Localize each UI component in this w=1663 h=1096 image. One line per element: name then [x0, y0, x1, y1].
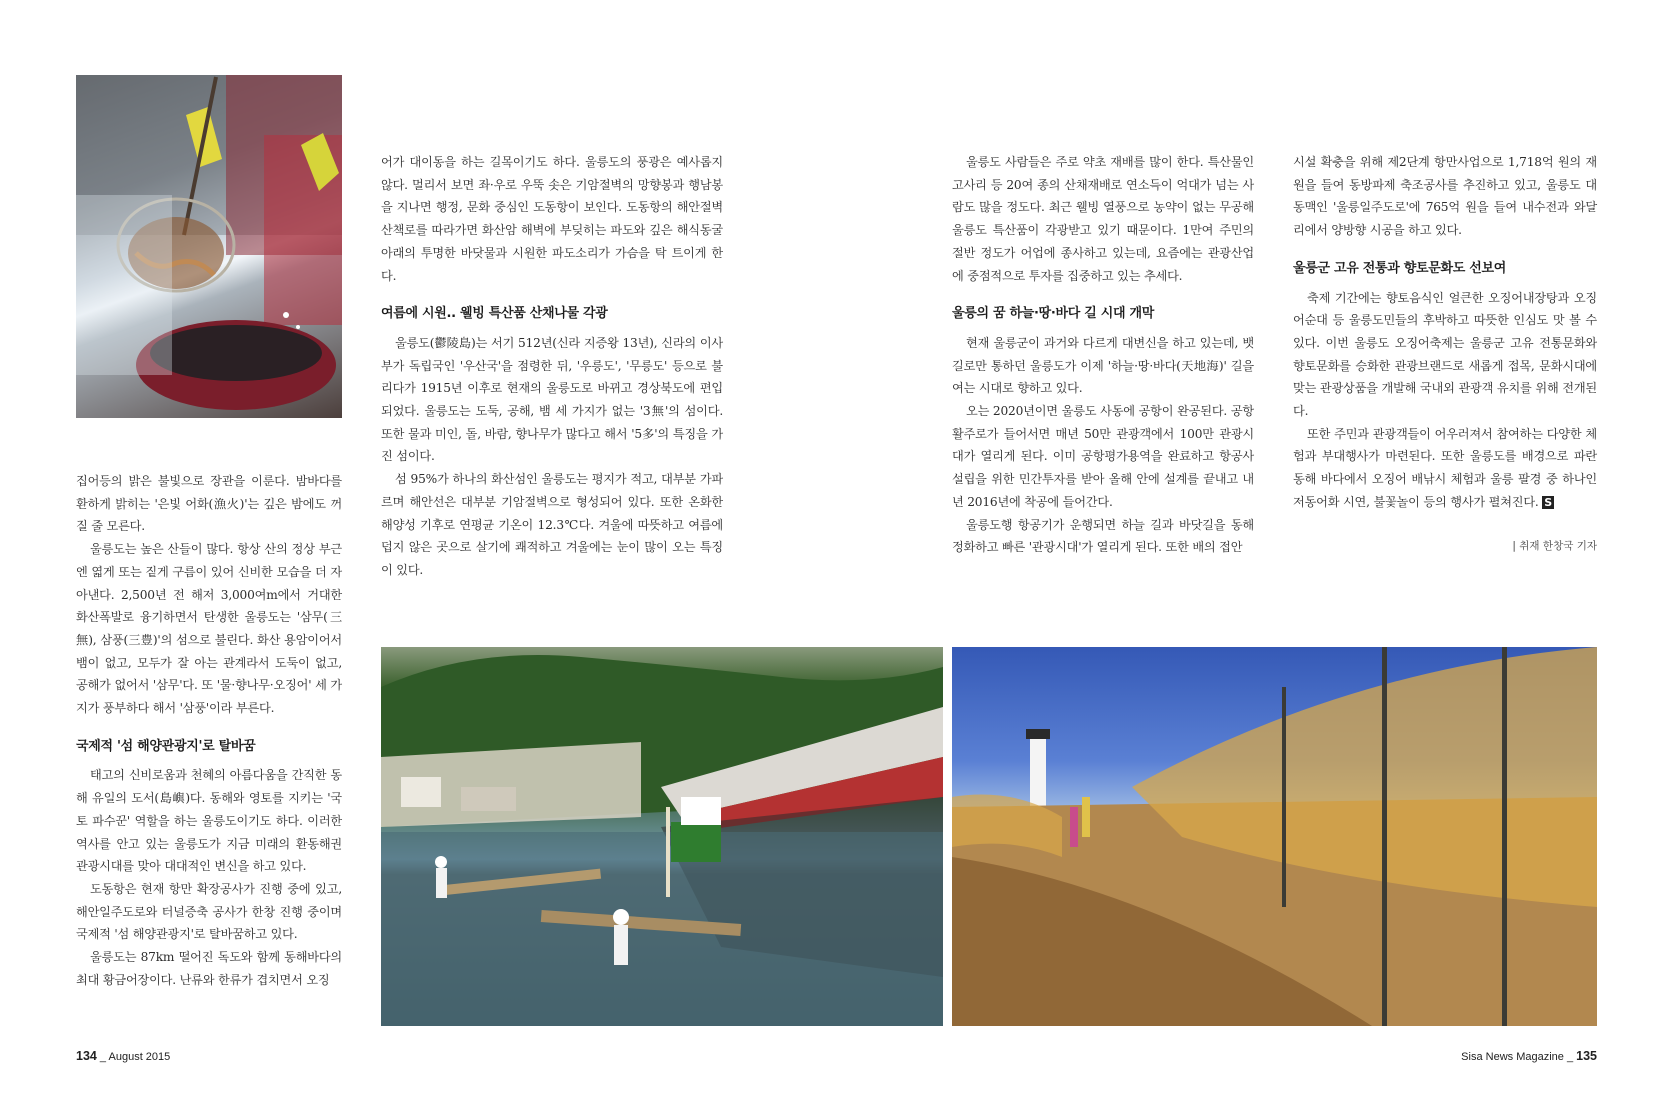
paragraph: 울릉도는 87km 떨어진 독도와 함께 동해바다의 최대 황금어장이다. 난류와 한류가 겹치면서 오징: [76, 950, 342, 987]
page-folio-left: [76, 1049, 170, 1063]
paragraph: 어가 대이동을 하는 길목이기도 하다. 울릉도의 풍광은 예사롭지 않다. 멀리서 보면 좌·우로 우뚝 솟은 기암절벽의 망향봉과 행남봉을 지나면 행정, 문화 중심인 도동항이 보인다. 도동항의 해안절벽 산책로를 따라가면 화산암 해벽에 부딪히는 파도와 깊은 해식동굴 아래의 투명한 바닷물과 시원한 파도소리가 가슴을 탁 트이게 한다.: [381, 155, 723, 283]
article-column-4: [1293, 151, 1597, 515]
byline: [1420, 538, 1597, 553]
paragraph: 현재 울릉군이 과거와 다르게 대변신을 하고 있는데, 뱃길로만 통하던 울릉도가 이제 '하늘·땅·바다(天地海)' 길을 여는 시대로 향하고 있다.: [952, 335, 1254, 396]
magazine-name: Sisa News Magazine: [1461, 1051, 1564, 1063]
drying-squid-photo: [952, 647, 1597, 1026]
paragraph: 도동항은 현재 항만 확장공사가 진행 중에 있고, 해안일주도로와 터널증축 공사가 한창 진행 중이며 국제적 '섬 해양관광지'로 탈바꿈하고 있다.: [76, 881, 342, 942]
section-heading: 국제적 '섬 해양관광지'로 탈바꿈: [76, 738, 256, 754]
byline-label: 취재: [1519, 540, 1540, 552]
article-column-3: [952, 151, 1254, 559]
paragraph: 집어등의 밝은 불빛으로 장관을 이룬다. 밤바다를 환하게 밝히는 '은빛 어화(漁火)'는 깊은 밤에도 꺼질 줄 모른다.: [76, 474, 342, 534]
folio-separator: _: [1566, 1051, 1574, 1063]
section-heading: 울릉의 꿈 하늘·땅·바다 길 시대 개막: [952, 306, 1155, 322]
end-mark-icon: S: [1544, 495, 1553, 509]
byline-title: 기자: [1576, 540, 1597, 552]
paragraph: 섬 95%가 하나의 화산섬인 울릉도는 평지가 적고, 대부분 가파르며 해안선은 대부분 기암절벽으로 형성되어 있다. 또한 온화한 해양성 기후로 연평균 기온이 12.3℃다. 겨울에 따뜻하고 여름에 덥지 않은 곳으로 살기에 쾌적하고 겨울에는 눈이 많이 오는 특징이 있다.: [381, 472, 723, 577]
page-number: 135: [1576, 1049, 1597, 1063]
article-column-2: [381, 151, 723, 582]
byline-name: 한창국: [1542, 540, 1574, 552]
page-number: 134: [76, 1049, 97, 1063]
paragraph: 시설 확충을 위해 제2단계 항만사업으로 1,718억 원의 재원을 들여 동방파제 축조공사를 추진하고 있고, 울릉도 대동맥인 '울릉일주도로'에 765억 원을 들여 내수전과 와달리에서 양방향 시공을 하고 있다.: [1293, 155, 1597, 238]
article-column-1: [76, 470, 342, 991]
section-heading: 울릉군 고유 전통과 향토문화도 선보여: [1293, 260, 1507, 276]
paragraph: [1293, 423, 1597, 515]
squid-catch-photo: [76, 75, 342, 418]
paragraph: 울릉도(鬱陵島)는 서기 512년(신라 지증왕 13년), 신라의 이사부가 독립국인 '우산국'을 점령한 뒤, '우릉도', '무릉도' 등으로 불리다가 1915년 이후로 현재의 울릉도로 바뀌고 경상북도에 편입되었다. 울릉도는 도둑, 공해, 뱀 세 가지가 없는 '3無'의 섬이다. 또한 물과 미인, 돌, 바람, 향나무가 많다고 해서 '5多'의 특징을 가진 섬이다.: [381, 335, 723, 464]
paragraph-text: 또한 주민과 관광객들이 어우러져서 참여하는 다양한 체험과 부대행사가 마련된다. 또한 울릉도를 배경으로 파란 동해 바다에서 오징어 배낚시 체험과 울릉 팔경 중 하나인 저동어화 시연, 불꽃놀이 등의 행사가 펼쳐진다.: [1293, 426, 1597, 509]
page-folio-right: [1461, 1049, 1597, 1063]
harbour-festival-photo: [381, 647, 943, 1026]
byline-bar: |: [1512, 540, 1516, 552]
paragraph: 울릉도행 항공기가 운행되면 하늘 길과 바닷길을 동해 정화하고 빠른 '관광시대'가 열리게 된다. 또한 배의 접안: [952, 517, 1254, 555]
paragraph: 오는 2020년이면 울릉도 사동에 공항이 완공된다. 공항 활주로가 들어서면 매년 50만 관광객에서 100만 관광시대가 열리게 된다. 이미 공항평가용역을 완료하고 항공사설립을 위한 민간투자를 받아 올해 안에 설계를 끝내고 내년 2016년에 착공에 들어간다.: [952, 404, 1254, 509]
issue-date: August 2015: [108, 1051, 171, 1063]
paragraph: 울릉도 사람들은 주로 약초 재배를 많이 한다. 특산물인 고사리 등 20여 종의 산채재배로 연소득이 억대가 넘는 사람도 많을 정도다. 최근 웰빙 열풍으로 농약이 없는 무공해 울릉도 특산품이 각광받고 있기 때문이다. 1만여 주민의 절반 정도가 어업에 종사하고 있는데, 요즘에는 관광산업에 중점적으로 투자를 집중하고 있는 추세다.: [952, 155, 1254, 283]
paragraph: 축제 기간에는 향토음식인 얼큰한 오징어내장탕과 오징어순대 등 울릉도민들의 후박하고 따뜻한 인심도 맛 볼 수 있다. 이번 울릉도 오징어축제는 울릉군 고유 전통문화와 향토문화를 승화한 관광브랜드로 새롭게 접목, 문화시대에 맞는 관광상품을 개발해 국내외 관광객 유치를 위해 전개된다.: [1293, 290, 1597, 419]
folio-separator: _: [99, 1051, 107, 1063]
section-heading: 여름에 시원.. 웰빙 특산품 산채나물 각광: [381, 306, 608, 322]
paragraph: 태고의 신비로움과 천혜의 아름다움을 간직한 동해 유일의 도서(島嶼)다. 동해와 영토를 지키는 '국토 파수꾼' 역할을 하는 울릉도이기도 하다. 이러한 역사를 안고 있는 울릉도가 지금 미래의 환동해권 관광시대를 맞아 대대적인 변신을 하고 있다.: [76, 768, 342, 874]
paragraph: 울릉도는 높은 산들이 많다. 항상 산의 정상 부근엔 엷게 또는 짙게 구름이 있어 신비한 모습을 더 자아낸다. 2,500년 전 해저 3,000여m에서 거대한 화산폭발로 융기하면서 탄생한 울릉도는 '삼무(三無), 삼풍(三豊)'의 섬으로 불린다. 화산 용암이어서 뱀이 없고, 모두가 잘 아는 관계라서 도둑이 없고, 공해가 없어서 '삼무'다. 또 '물·향나무·오징어' 세 가지가 풍부하다 해서 '삼풍'이라 부른다.: [76, 542, 342, 716]
